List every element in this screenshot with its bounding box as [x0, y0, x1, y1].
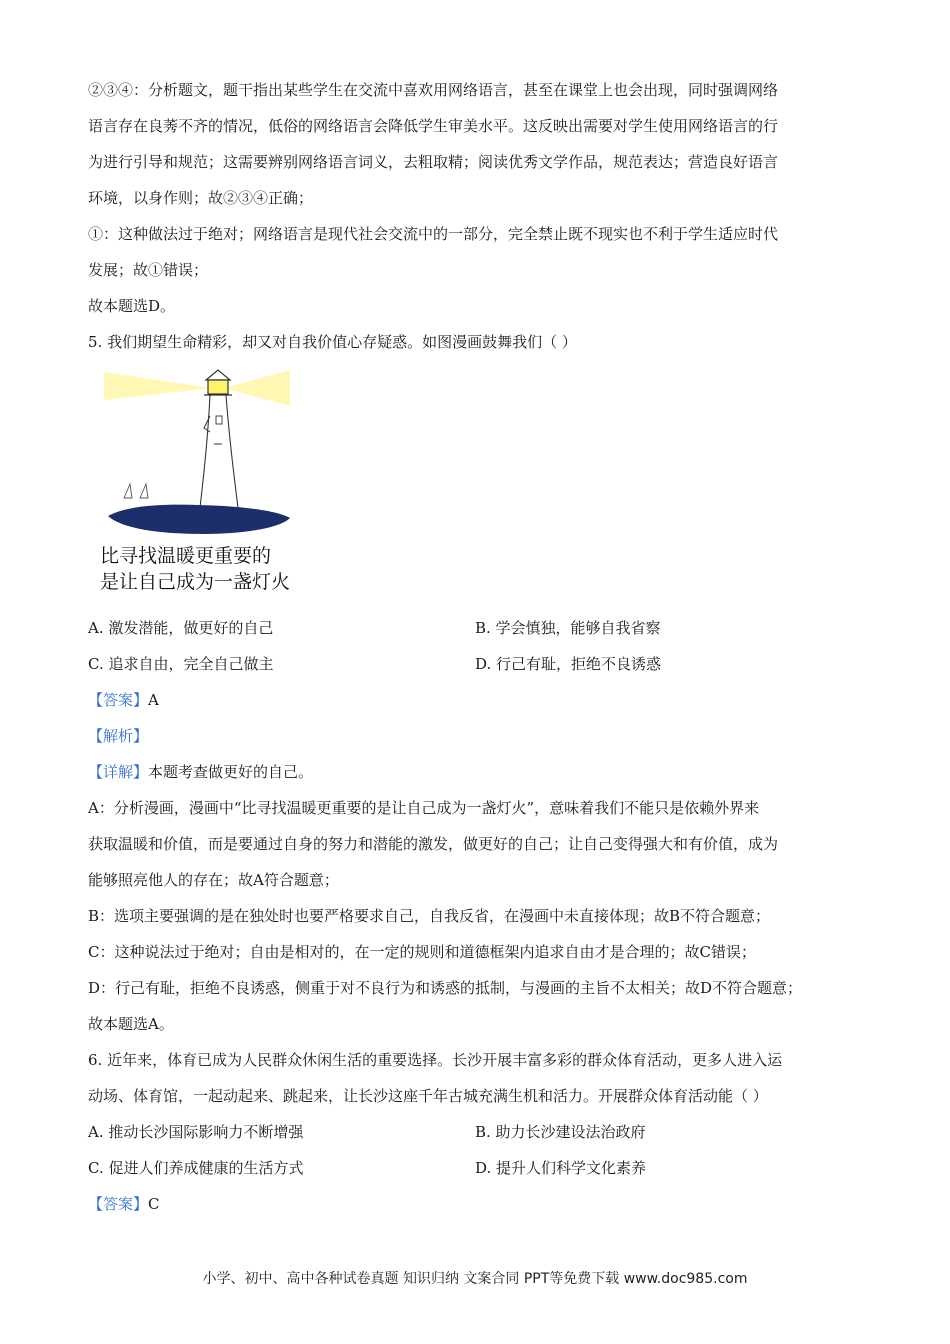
- answer-value: A: [148, 691, 159, 709]
- q5-detail: [88, 754, 868, 790]
- q4-explanation-line: 环境，以身作则；故②③④正确；: [88, 189, 314, 207]
- q6-option-d: D. 提升人们科学文化素养: [475, 1159, 647, 1177]
- q5-option-c: C. 追求自由，完全自己做主: [88, 655, 274, 673]
- q6-option-a: A. 推动长沙国际影响力不断增强: [88, 1123, 304, 1141]
- q6-stem-line: 动场、体育馆，一起动起来、跳起来，让长沙这座千年古城充满生机和活力。开展群众体育活动能（ ）: [88, 1087, 768, 1105]
- q4-explanation-line: ①：这种做法过于绝对；网络语言是现代社会交流中的一部分，完全禁止既不现实也不利于学生适应时代: [88, 225, 779, 243]
- q4-explanation-line: 语言存在良莠不齐的情况，低俗的网络语言会降低学生审美水平。这反映出需要对学生使用网络语言的行: [88, 117, 779, 135]
- page-content: [88, 72, 868, 1222]
- q4-conclusion: 故本题选D。: [88, 297, 176, 315]
- q5-answer: [88, 682, 868, 718]
- q4-explanation-line: ②③④：分析题文，题干指出某些学生在交流中喜欢用网络语言，甚至在课堂上也会出现，同时强调网络: [88, 81, 779, 99]
- q6-options-row: [88, 1114, 868, 1150]
- q5-option-d: D. 行己有耻，拒绝不良诱惑: [475, 655, 662, 673]
- detail-intro: 本题考查做更好的自己。: [148, 763, 314, 781]
- q5-stem: 5. 我们期望生命精彩，却又对自我价值心存疑惑。如图漫画鼓舞我们（ ）: [88, 333, 577, 351]
- q5-option-a: A. 激发潜能，做更好的自己: [88, 619, 274, 637]
- q6-option-c: C. 促进人们养成健康的生活方式: [88, 1159, 304, 1177]
- q5-explanation-line: 获取温暖和价值，而是要通过自身的努力和潜能的激发，做更好的自己；让自己变得强大和有价值，成为: [88, 835, 779, 853]
- analysis-tag: 【解析】: [88, 727, 149, 745]
- q4-explanation-line: 为进行引导和规范；这需要辨别网络语言词义，去粗取精；阅读优秀文学作品，规范表达；营造良好语言: [88, 153, 779, 171]
- cartoon-caption-line-2: 是让自己成为一盏灯火: [100, 571, 291, 593]
- lighthouse-cartoon: [94, 366, 294, 596]
- q5-conclusion: 故本题选A。: [88, 1015, 174, 1033]
- q5-explanation-line: B：选项主要强调的是在独处时也要严格要求自己，自我反省，在漫画中未直接体现；故B不符合题意；: [88, 907, 771, 925]
- q4-explanation-line: 发展；故①错误；: [88, 261, 209, 279]
- q5-explanation-line: C：这种说法过于绝对；自由是相对的，在一定的规则和道德框架内追求自由才是合理的；故C错误；: [88, 943, 756, 961]
- q6-answer: [88, 1186, 868, 1222]
- q6-options-row: [88, 1150, 868, 1186]
- q5-option-b: B. 学会慎独，能够自我省察: [475, 619, 661, 637]
- q5-explanation-line: D：行己有耻，拒绝不良诱惑，侧重于对不良行为和诱惑的抵制，与漫画的主旨不太相关；故D不符合题意；: [88, 979, 803, 997]
- page-footer: 小学、初中、高中各种试卷真题 知识归纳 文案合同 PPT等免费下载 www.doc985.com: [202, 1271, 748, 1287]
- answer-tag: 【答案】: [88, 691, 149, 709]
- q5-options-row: [88, 646, 868, 682]
- q5-explanation-line: A：分析漫画，漫画中“比寻找温暖更重要的是让自己成为一盏灯火”，意味着我们不能只是依赖外界来: [88, 799, 760, 817]
- cartoon-caption-line-1: 比寻找温暖更重要的: [100, 545, 272, 567]
- q5-explanation-line: 能够照亮他人的存在；故A符合题意；: [88, 871, 339, 889]
- detail-tag: 【详解】: [88, 763, 149, 781]
- answer-tag: 【答案】: [88, 1195, 149, 1213]
- answer-value: C: [148, 1195, 160, 1213]
- q6-option-b: B. 助力长沙建设法治政府: [475, 1123, 646, 1141]
- q5-options-row: [88, 610, 868, 646]
- q6-stem-line: 6. 近年来，体育已成为人民群众休闲生活的重要选择。长沙开展丰富多彩的群众体育活动，更多人进入运: [88, 1051, 783, 1069]
- q5-analysis: [88, 718, 868, 754]
